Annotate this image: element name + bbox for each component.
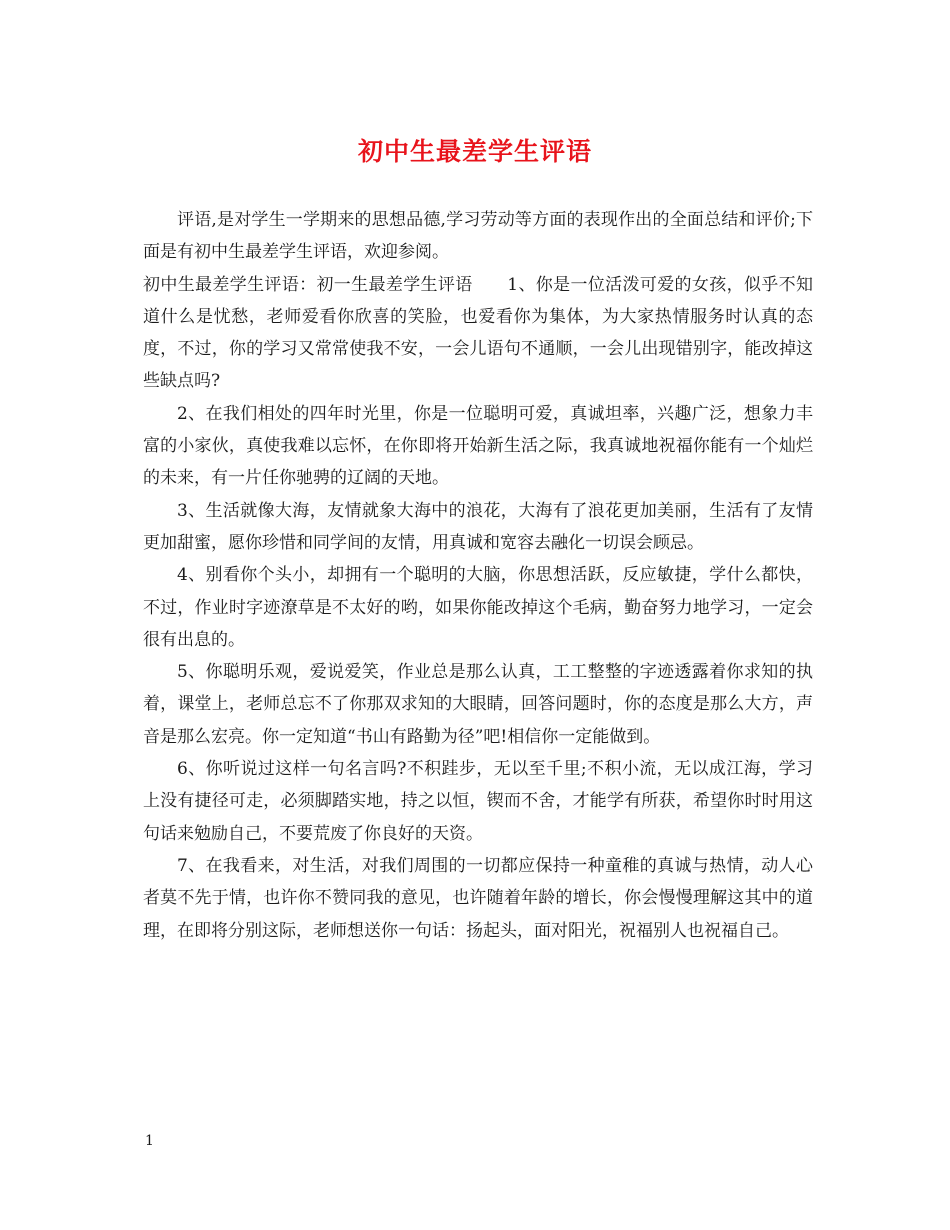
page-number: 1 bbox=[145, 1133, 154, 1149]
paragraph-intro: 评语,是对学生一学期来的思想品德,学习劳动等方面的表现作出的全面总结和评价;下面是有初中生最差学生评语，欢迎参阅。 bbox=[143, 210, 813, 263]
paragraph-comment-6: 6、你听说过这样一句名言吗?不积跬步，无以至千里;不积小流，无以成江海，学习上没有捷径可走，必须脚踏实地，持之以恒，锲而不舍，才能学有所获，希望你时时用这句话来勉励自己，不要荒废了你良好的天资。 bbox=[143, 759, 813, 844]
paragraph-comment-7: 7、在我看来，对生活，对我们周围的一切都应保持一种童稚的真诚与热情，动人心者莫不先于情，也许你不赞同我的意见，也许随着年龄的增长，你会慢慢理解这其中的道理，在即将分别这际，老师想送你一句话：扬起头，面对阳光，祝福别人也祝福自己。 bbox=[143, 855, 813, 941]
paragraph-comment-5: 5、你聪明乐观，爱说爱笑，作业总是那么认真，工工整整的字迹透露着你求知的执着，课堂上，老师总忘不了你那双求知的大眼睛，回答问题时，你的态度是那么大方，声音是那么宏亮。你一定知道“书山有路勤为径”吧!相信你一定能做到。 bbox=[143, 662, 813, 747]
paragraph-comment-3: 3、生活就像大海，友情就象大海中的浪花，大海有了浪花更加美丽，生活有了友情更加甜蜜，愿你珍惜和同学间的友情，用真诚和宽容去融化一切误会顾忌。 bbox=[143, 500, 813, 553]
paragraph-comment-2: 2、在我们相处的四年时光里，你是一位聪明可爱，真诚坦率，兴趣广泛，想象力丰富的小家伙，真使我难以忘怀，在你即将开始新生活之际，我真诚地祝福你能有一个灿烂的未来，有一片任你驰骋的辽阔的天地。 bbox=[143, 403, 813, 489]
paragraph-comment-1: 初中生最差学生评语：初一生最差学生评语 1、你是一位活泼可爱的女孩，似乎不知道什么是忧愁，老师爱看你欣喜的笑脸，也爱看你为集体，为大家热情服务时认真的态度，不过，你的学习又常常使我不安，一会儿语句不通顺，一会儿出现错别字，能改掉这些缺点吗? bbox=[143, 274, 813, 392]
document-body bbox=[143, 204, 813, 947]
paragraph-comment-4: 4、别看你个头小，却拥有一个聪明的大脑，你思想活跃，反应敏捷，学什么都快，不过，作业时字迹潦草是不太好的哟，如果你能改掉这个毛病，勤奋努力地学习，一定会很有出息的。 bbox=[143, 565, 813, 650]
document-title: 初中生最差学生评语 bbox=[357, 137, 592, 166]
